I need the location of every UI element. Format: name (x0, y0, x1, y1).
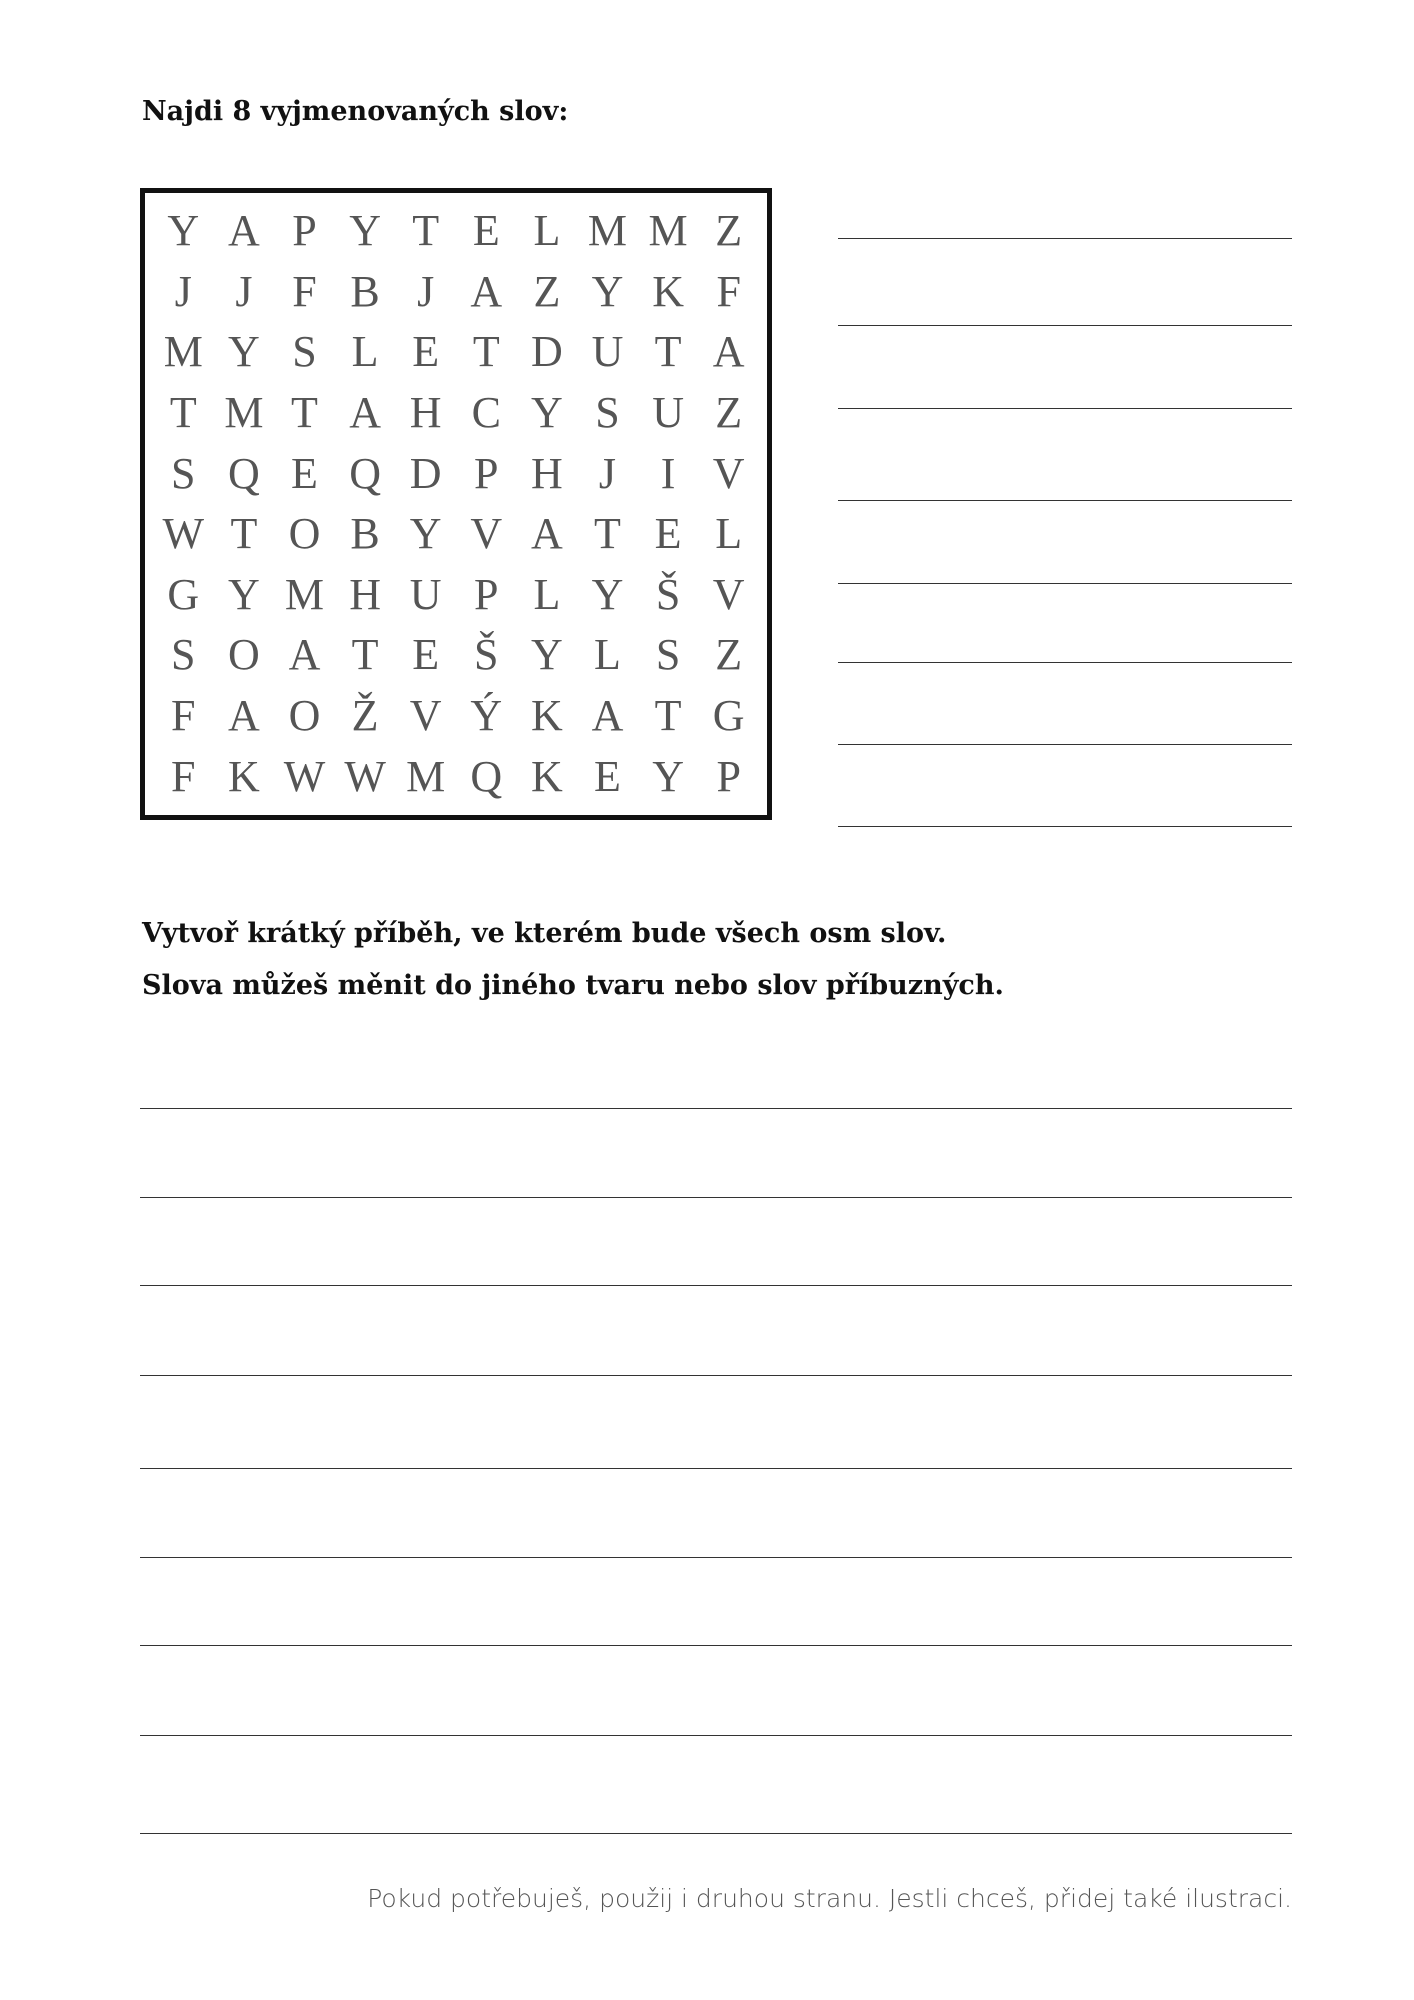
grid-letter: C (471, 388, 501, 438)
grid-letter: T (291, 388, 318, 438)
grid-letter: K (652, 266, 684, 316)
grid-letter: O (288, 509, 321, 559)
grid-letter: E (654, 509, 682, 559)
grid-letter: B (350, 509, 380, 559)
grid-letter: Q (349, 448, 381, 498)
grid-letter: L (594, 630, 621, 680)
grid-letter: Y (228, 569, 260, 619)
grid-letter: W (283, 751, 326, 801)
grid-letter: J (174, 266, 192, 316)
grid-letter: Z (715, 206, 743, 256)
grid-letter: I (660, 448, 676, 498)
grid-letter: Z (533, 266, 561, 316)
grid-letter: T (654, 691, 682, 741)
task2-line2: Slova můžeš měnit do jiného tvaru nebo slov příbuzných. (142, 970, 1004, 1001)
grid-letter: F (171, 691, 196, 741)
writing-line[interactable] (140, 1557, 1292, 1558)
grid-letter: Y (228, 327, 260, 377)
grid-letter: E (412, 327, 440, 377)
grid-letter: Q (228, 448, 260, 498)
grid-letter: F (716, 266, 741, 316)
grid-letter: U (591, 327, 624, 377)
grid-letter: Y (409, 509, 442, 559)
grid-letter: U (409, 569, 442, 619)
grid-letter: Š (655, 569, 681, 619)
grid-letter: J (417, 266, 435, 316)
grid-letter: H (531, 448, 563, 498)
grid-letter: P (474, 448, 499, 498)
grid-letter: M (224, 388, 264, 438)
footer-note: Pokud potřebuješ, použij i druhou stranu. Jestli chceš, přidej také ilustraci. (367, 1884, 1292, 1913)
grid-letter: W (162, 509, 205, 559)
grid-letter: A (591, 691, 624, 741)
grid-letter: F (171, 751, 196, 801)
grid-letter: S (655, 630, 681, 680)
grid-letter: A (349, 388, 381, 438)
grid-letter: E (594, 751, 621, 801)
grid-letter: U (652, 388, 684, 438)
writing-line[interactable] (140, 1375, 1292, 1376)
grid-letter: L (533, 206, 561, 256)
grid-letter: T (412, 206, 440, 256)
grid-letter: G (167, 569, 200, 619)
grid-letter: L (351, 327, 379, 377)
grid-letter: L (533, 569, 561, 619)
grid-letter: H (409, 388, 442, 438)
grid-letter: L (715, 509, 743, 559)
grid-letter: M (406, 751, 446, 801)
grid-letter: D (531, 327, 563, 377)
grid-letter: A (712, 327, 745, 377)
grid-letter: O (288, 691, 321, 741)
grid-letter: E (472, 206, 500, 256)
story-writing-lines (140, 0, 1292, 1900)
grid-letter: T (169, 388, 197, 438)
grid-letter: P (716, 751, 741, 801)
grid-letter: P (292, 206, 317, 256)
writing-line[interactable] (140, 1468, 1292, 1469)
grid-letter: M (284, 569, 325, 619)
grid-letter: T (594, 509, 621, 559)
grid-letter: E (291, 448, 318, 498)
grid-letter: S (595, 388, 620, 438)
task1-heading: Najdi 8 vyjmenovaných slov: (142, 96, 569, 127)
grid-letter: T (472, 327, 500, 377)
grid-letter: J (235, 266, 253, 316)
grid-letter: M (587, 206, 628, 256)
grid-letter: Q (470, 751, 503, 801)
grid-letter: S (292, 327, 317, 377)
grid-letter: Y (591, 266, 624, 316)
grid-letter: K (531, 751, 563, 801)
grid-letter: A (288, 630, 321, 680)
grid-letter: A (228, 691, 260, 741)
writing-line[interactable] (140, 1735, 1292, 1736)
writing-line[interactable] (140, 1197, 1292, 1198)
grid-letter: D (409, 448, 442, 498)
grid-letter: B (350, 266, 380, 316)
grid-letter: Y (531, 388, 563, 438)
grid-letter: Y (591, 569, 624, 619)
grid-letter: A (470, 266, 503, 316)
writing-line[interactable] (140, 1833, 1292, 1834)
task2-line1: Vytvoř krátký příběh, ve kterém bude všech osm slov. (142, 918, 947, 949)
grid-letter: Y (652, 751, 684, 801)
grid-letter: K (531, 691, 563, 741)
grid-letter: V (470, 509, 503, 559)
grid-letter: E (412, 630, 440, 680)
writing-line[interactable] (140, 1645, 1292, 1646)
grid-letter: Z (715, 630, 743, 680)
grid-letter: A (531, 509, 563, 559)
grid-letter: V (409, 691, 442, 741)
grid-letter: O (228, 630, 260, 680)
grid-letter: Z (715, 388, 743, 438)
grid-letter: A (228, 206, 260, 256)
grid-letter: V (712, 448, 745, 498)
grid-letter: T (654, 327, 682, 377)
grid-letter: S (171, 448, 196, 498)
grid-letter: Ž (351, 691, 379, 741)
grid-letter: Y (349, 206, 381, 256)
grid-letter: Y (167, 206, 200, 256)
grid-letter: Y (531, 630, 563, 680)
grid-letter: G (712, 691, 745, 741)
grid-letter: H (349, 569, 381, 619)
writing-line[interactable] (140, 1285, 1292, 1286)
grid-letter: F (292, 266, 317, 316)
grid-letter: M (163, 327, 203, 377)
grid-letter: K (228, 751, 260, 801)
grid-letter: M (648, 206, 688, 256)
grid-letter: T (351, 630, 379, 680)
grid-letter: Ý (470, 691, 503, 741)
grid-letter: S (171, 630, 196, 680)
grid-letter: J (598, 448, 617, 498)
grid-letter: Š (474, 630, 499, 680)
grid-letter: T (230, 509, 258, 559)
grid-letter: V (712, 569, 745, 619)
grid-letter: P (474, 569, 499, 619)
grid-letter: W (344, 751, 386, 801)
writing-line[interactable] (140, 1108, 1292, 1109)
